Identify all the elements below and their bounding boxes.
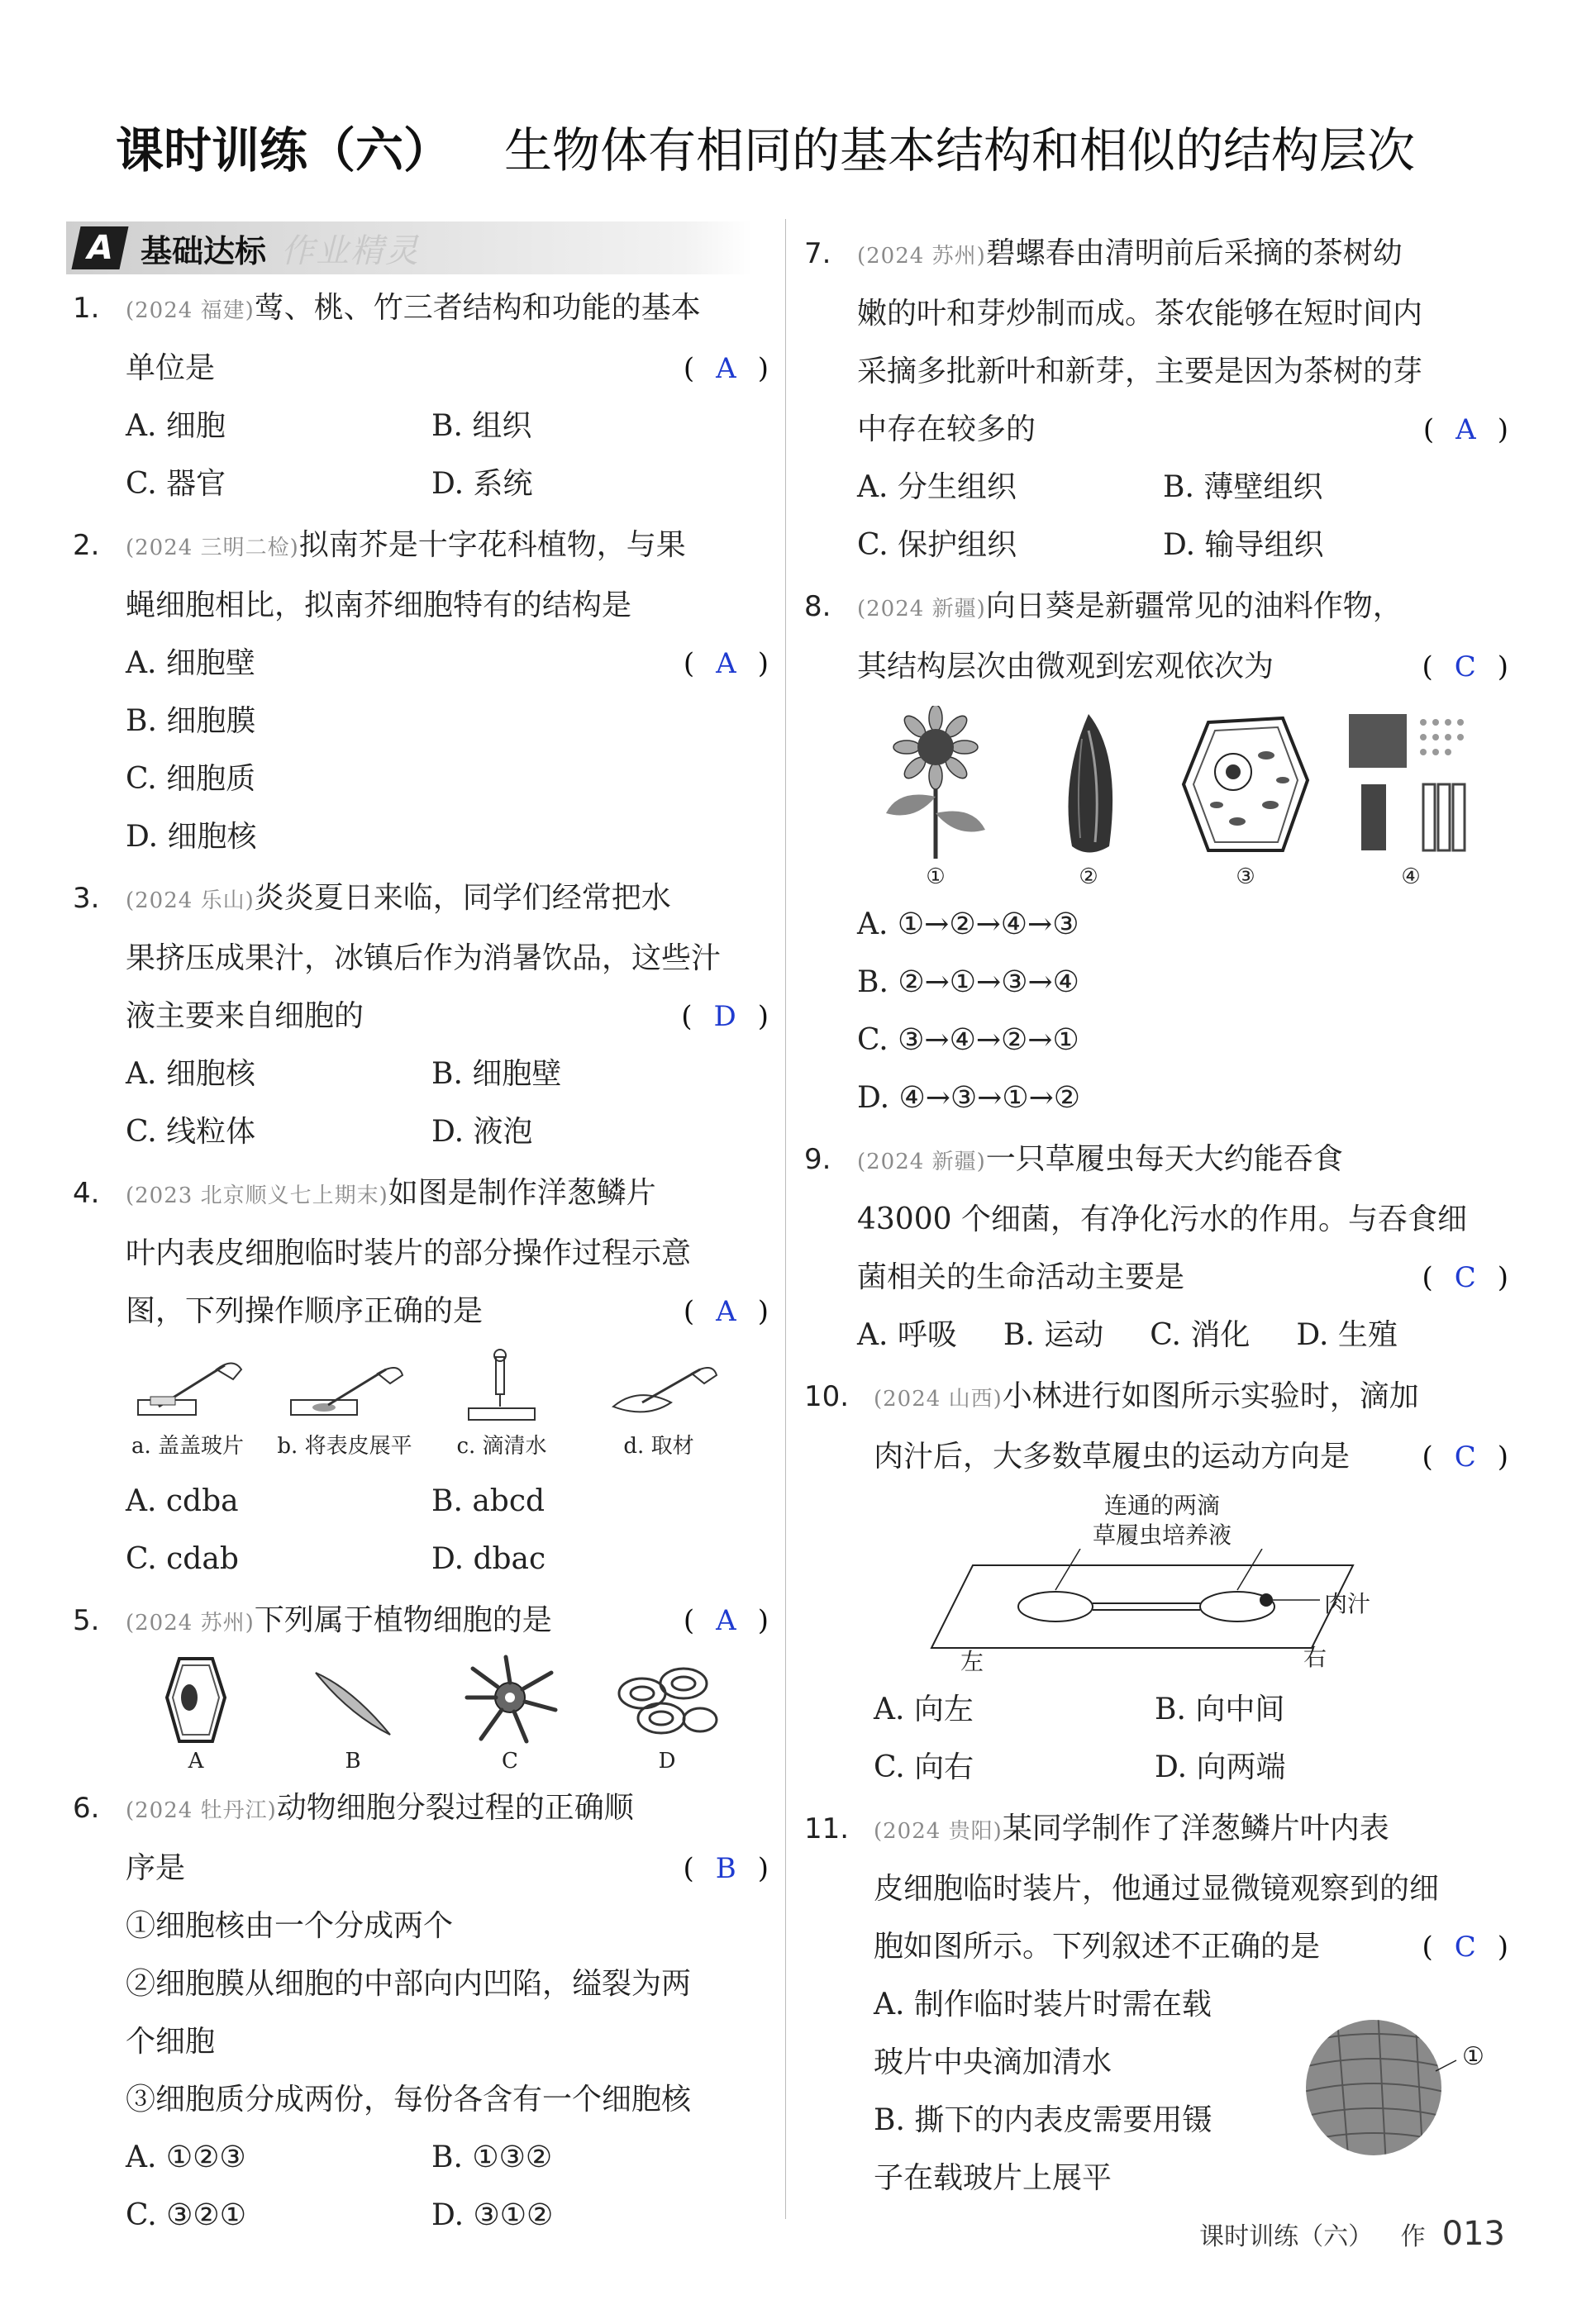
seed-illustration xyxy=(1039,706,1138,863)
answer: A xyxy=(716,352,736,385)
figure-caption: d. 取材 xyxy=(623,1434,694,1459)
question-text: 下列属于植物细胞的是 xyxy=(254,1603,552,1637)
question-text: 动物细胞分裂过程的正确顺 xyxy=(276,1791,634,1825)
option: C. 线粒体 xyxy=(126,1115,256,1149)
left-label: 左 xyxy=(960,1648,984,1675)
option: D. 细胞核 xyxy=(126,820,257,854)
question-text: 序是 xyxy=(126,1851,186,1885)
figure-caption: D xyxy=(658,1749,676,1774)
question-text: 蝇细胞相比，拟南芥细胞特有的结构是 xyxy=(126,588,632,622)
option: D. 液泡 xyxy=(431,1115,533,1149)
page-title xyxy=(116,112,1415,181)
option: C. 细胞质 xyxy=(126,762,256,796)
question-source: (2024 三明二检) xyxy=(126,536,299,560)
question-text: 莺、桃、竹三者结构和功能的基本 xyxy=(254,291,701,325)
page-number: 013 xyxy=(1441,2215,1505,2253)
option: B. ②→①→③→④ xyxy=(857,965,1079,999)
question-11 xyxy=(798,1800,1508,2207)
question-number: 4. xyxy=(73,1177,100,1210)
answer-bracket: ( C ) xyxy=(1422,1931,1508,1964)
step-text: ③细胞质分成两份，每份各含有一个细胞核 xyxy=(126,2083,692,2117)
figure-caption: A xyxy=(188,1749,204,1774)
question-text: 皮细胞临时装片，他通过显微镜观察到的细 xyxy=(874,1872,1440,1906)
answer: A xyxy=(716,1604,736,1637)
red-blood-cell-illustration xyxy=(613,1652,721,1747)
neuron-illustration xyxy=(460,1652,560,1747)
question-source: (2024 福建) xyxy=(126,298,255,323)
option: A. 细胞核 xyxy=(126,1057,255,1091)
paramecium-experiment-figure xyxy=(874,1491,1508,1681)
question-text: 拟南芥是十字花科植物，与果 xyxy=(298,528,686,562)
option: B. 撕下的内表皮需要用镊 xyxy=(874,2103,1212,2137)
dropper-illustration xyxy=(440,1349,564,1427)
option: A. 制作临时装片时需在载 xyxy=(874,1988,1212,2021)
answer-bracket: ( A ) xyxy=(683,352,769,385)
option: 子在载玻片上展平 xyxy=(874,2161,1112,2195)
answer: A xyxy=(716,647,736,680)
figure-title-line: 连通的两滴 xyxy=(1104,1492,1221,1519)
coverslip-illustration xyxy=(126,1349,250,1427)
step-text: ②细胞膜从细胞的中部向内凹陷，缢裂为两 xyxy=(126,1967,692,2001)
option: A. 呼吸 xyxy=(857,1318,957,1352)
question-text: 液主要来自细胞的 xyxy=(126,999,364,1033)
question-source: (2024 山西) xyxy=(874,1387,1003,1412)
question-number: 10. xyxy=(804,1380,850,1413)
question-4 xyxy=(66,1164,769,1588)
question-source: (2024 苏州) xyxy=(857,244,986,269)
option: C. 消化 xyxy=(1150,1318,1251,1352)
answer: C xyxy=(1454,1931,1476,1964)
option: D. dbac xyxy=(431,1542,546,1576)
answer-bracket: ( A ) xyxy=(683,1295,769,1328)
question-text: 嫩的叶和芽炒制而成。茶农能够在短时间内 xyxy=(857,297,1423,331)
option: B. 组织 xyxy=(431,409,532,443)
question-text: 中存在较多的 xyxy=(857,412,1036,446)
question-text: 其结构层次由微观到宏观依次为 xyxy=(857,650,1274,683)
cell-a xyxy=(117,1652,274,1776)
figure-caption: ① xyxy=(926,864,946,889)
option: A. 细胞 xyxy=(126,409,226,443)
figure-caption: a. 盖盖玻片 xyxy=(131,1434,245,1459)
question-8 xyxy=(798,578,1508,1127)
figure-caption: b. 将表皮展平 xyxy=(277,1434,412,1459)
step-text: 个细胞 xyxy=(126,2025,216,2059)
question-number: 1. xyxy=(73,292,100,325)
question-number: 5. xyxy=(73,1604,100,1637)
footer-prefix: 作 xyxy=(1400,2222,1426,2251)
question-text: 向日葵是新疆常见的油料作物， xyxy=(985,589,1403,623)
figure-b xyxy=(266,1349,423,1473)
figure-caption: c. 滴清水 xyxy=(456,1434,547,1459)
question-text: 炎炎夏日来临，同学们经常把水 xyxy=(254,881,671,915)
question-text: 一只草履虫每天大约能吞食 xyxy=(985,1142,1343,1176)
option: A. 向左 xyxy=(874,1693,974,1726)
sunflower-illustration xyxy=(874,706,998,863)
question-source: (2024 贵阳) xyxy=(874,1819,1003,1844)
answer-bracket: ( A ) xyxy=(1422,413,1508,446)
answer-bracket: ( A ) xyxy=(683,647,769,680)
page-footer xyxy=(1199,2215,1505,2253)
question-number: 7. xyxy=(804,237,831,270)
spread-illustration xyxy=(283,1349,407,1427)
option: D. 输导组织 xyxy=(1163,528,1324,562)
figure-c xyxy=(423,1349,580,1473)
question-9 xyxy=(798,1131,1508,1364)
question-text: 胞如图所示。下列叙述不正确的是 xyxy=(874,1930,1321,1964)
column-divider xyxy=(785,219,786,2219)
cell-d xyxy=(588,1652,746,1776)
muscle-cell-illustration xyxy=(303,1652,403,1747)
option: D. 向两端 xyxy=(1155,1750,1286,1784)
option: D. ③①② xyxy=(431,2198,554,2232)
section-header xyxy=(66,221,752,274)
answer-bracket: ( A ) xyxy=(683,1604,769,1637)
question-6 xyxy=(66,1779,769,2245)
microscope-view-illustration xyxy=(1303,2009,1460,2166)
answer: A xyxy=(716,1295,736,1328)
option: A. 分生组织 xyxy=(857,470,1017,504)
question-text: 果挤压成果汁，冰镇后作为消暑饮品，这些汁 xyxy=(126,941,722,975)
option: B. 细胞壁 xyxy=(431,1057,562,1091)
option: C. 器官 xyxy=(126,467,226,501)
figure-a xyxy=(109,1349,266,1473)
question-text: 43000 个细菌，有净化污水的作用。与吞食细 xyxy=(857,1202,1467,1236)
question-text: 肉汁后，大多数草履虫的运动方向是 xyxy=(874,1440,1351,1474)
question-number: 2. xyxy=(73,529,100,562)
option: D. 系统 xyxy=(431,467,533,501)
answer: C xyxy=(1454,1440,1476,1474)
option: B. 细胞膜 xyxy=(126,704,256,738)
figure-label: ① xyxy=(1462,2042,1484,2071)
figure-caption: ② xyxy=(1079,864,1098,889)
option: C. 向右 xyxy=(874,1750,974,1784)
option: C. ③→④→②→① xyxy=(857,1023,1079,1057)
question-10 xyxy=(798,1368,1508,1797)
right-label: 右 xyxy=(1303,1644,1327,1671)
title-main: 课时训练（六） xyxy=(116,122,452,179)
option: A. 细胞壁 xyxy=(126,646,255,680)
sunflower-figure xyxy=(857,706,1014,896)
figure-caption: B xyxy=(345,1749,361,1774)
question-text: 如图是制作洋葱鳞片 xyxy=(388,1176,656,1210)
right-column xyxy=(798,221,1508,2207)
option: D. 生殖 xyxy=(1296,1318,1398,1352)
section-badge: A xyxy=(71,226,128,269)
plant-cell-illustration xyxy=(146,1652,245,1747)
cell-b xyxy=(274,1652,431,1776)
question-3 xyxy=(66,869,769,1161)
cell-figure xyxy=(1163,706,1328,896)
answer: D xyxy=(713,1000,736,1033)
tissue-figure xyxy=(1328,706,1494,896)
procedure-figure xyxy=(109,1349,769,1473)
answer-bracket: ( C ) xyxy=(1422,650,1508,683)
option: C. ③②① xyxy=(126,2198,246,2232)
option: B. 向中间 xyxy=(1155,1693,1285,1726)
question-number: 9. xyxy=(804,1143,831,1176)
question-number: 8. xyxy=(804,590,831,623)
left-column xyxy=(66,221,769,2245)
question-text: 采摘多批新叶和新芽，主要是因为茶树的芽 xyxy=(857,355,1423,388)
answer-bracket: ( C ) xyxy=(1422,1440,1508,1474)
option: B. ①③② xyxy=(431,2140,553,2174)
option: A. cdba xyxy=(126,1484,239,1518)
option: C. cdab xyxy=(126,1542,239,1576)
answer-bracket: ( C ) xyxy=(1422,1261,1508,1294)
question-text: 菌相关的生命活动主要是 xyxy=(857,1260,1185,1294)
answer: C xyxy=(1454,650,1476,683)
question-text: 图，下列操作顺序正确的是 xyxy=(126,1294,484,1328)
plant-cell-illustration xyxy=(1175,706,1316,863)
question-1 xyxy=(66,279,769,513)
figure-title-line: 草履虫培养液 xyxy=(1093,1521,1232,1549)
question-number: 6. xyxy=(73,1792,100,1825)
meat-juice-label: 肉汁 xyxy=(1324,1590,1371,1617)
section-name: 基础达标 xyxy=(141,232,267,269)
option: B. abcd xyxy=(431,1484,545,1518)
question-source: (2024 苏州) xyxy=(126,1611,255,1636)
question-number: 3. xyxy=(73,882,100,915)
sampling-illustration xyxy=(597,1349,721,1427)
cells-figure xyxy=(117,1652,769,1776)
watermark: 作业精灵 xyxy=(281,231,421,270)
question-source: (2024 乐山) xyxy=(126,888,255,913)
option: A. ①②③ xyxy=(126,2140,246,2174)
option: A. ①→②→④→③ xyxy=(857,907,1079,941)
answer: A xyxy=(1455,413,1476,446)
question-text: 碧螺春由清明前后采摘的茶树幼 xyxy=(985,236,1403,270)
question-5 xyxy=(66,1592,769,1776)
option: B. 薄壁组织 xyxy=(1163,470,1323,504)
figure-title xyxy=(1093,1491,1232,1550)
figure-caption: C xyxy=(502,1749,518,1774)
question-2 xyxy=(66,517,769,866)
figure-caption: ③ xyxy=(1236,864,1255,889)
structure-level-figure xyxy=(857,706,1508,896)
question-text: 小林进行如图所示实验时，滴加 xyxy=(1002,1379,1419,1413)
option: 玻片中央滴加清水 xyxy=(874,2045,1112,2079)
figure-caption: ④ xyxy=(1401,864,1421,889)
answer-bracket: ( D ) xyxy=(681,1000,769,1033)
answer-bracket: ( B ) xyxy=(683,1852,769,1885)
question-text: 某同学制作了洋葱鳞片叶内表 xyxy=(1002,1812,1389,1845)
question-source: (2024 新疆) xyxy=(857,597,986,621)
tissue-illustration xyxy=(1341,706,1481,863)
answer: C xyxy=(1454,1261,1476,1294)
figure-d xyxy=(580,1349,737,1473)
question-source: (2023 北京顺义七上期末) xyxy=(126,1183,388,1208)
step-text: ①细胞核由一个分成两个 xyxy=(126,1909,454,1943)
answer: B xyxy=(715,1852,736,1885)
option: B. 运动 xyxy=(1003,1318,1104,1352)
question-number: 11. xyxy=(804,1812,850,1845)
option: D. ④→③→①→② xyxy=(857,1081,1081,1115)
question-7 xyxy=(798,225,1508,574)
option: C. 保护组织 xyxy=(857,528,1017,562)
title-sub: 生物体有相同的基本结构和相似的结构层次 xyxy=(504,122,1416,179)
question-source: (2024 牡丹江) xyxy=(126,1798,277,1823)
question-source: (2024 新疆) xyxy=(857,1150,986,1174)
question-text: 单位是 xyxy=(126,351,216,385)
footer-text: 课时训练（六） xyxy=(1199,2222,1374,2251)
question-text: 叶内表皮细胞临时装片的部分操作过程示意 xyxy=(126,1236,692,1270)
seed-figure xyxy=(1014,706,1163,896)
cell-c xyxy=(431,1652,588,1776)
